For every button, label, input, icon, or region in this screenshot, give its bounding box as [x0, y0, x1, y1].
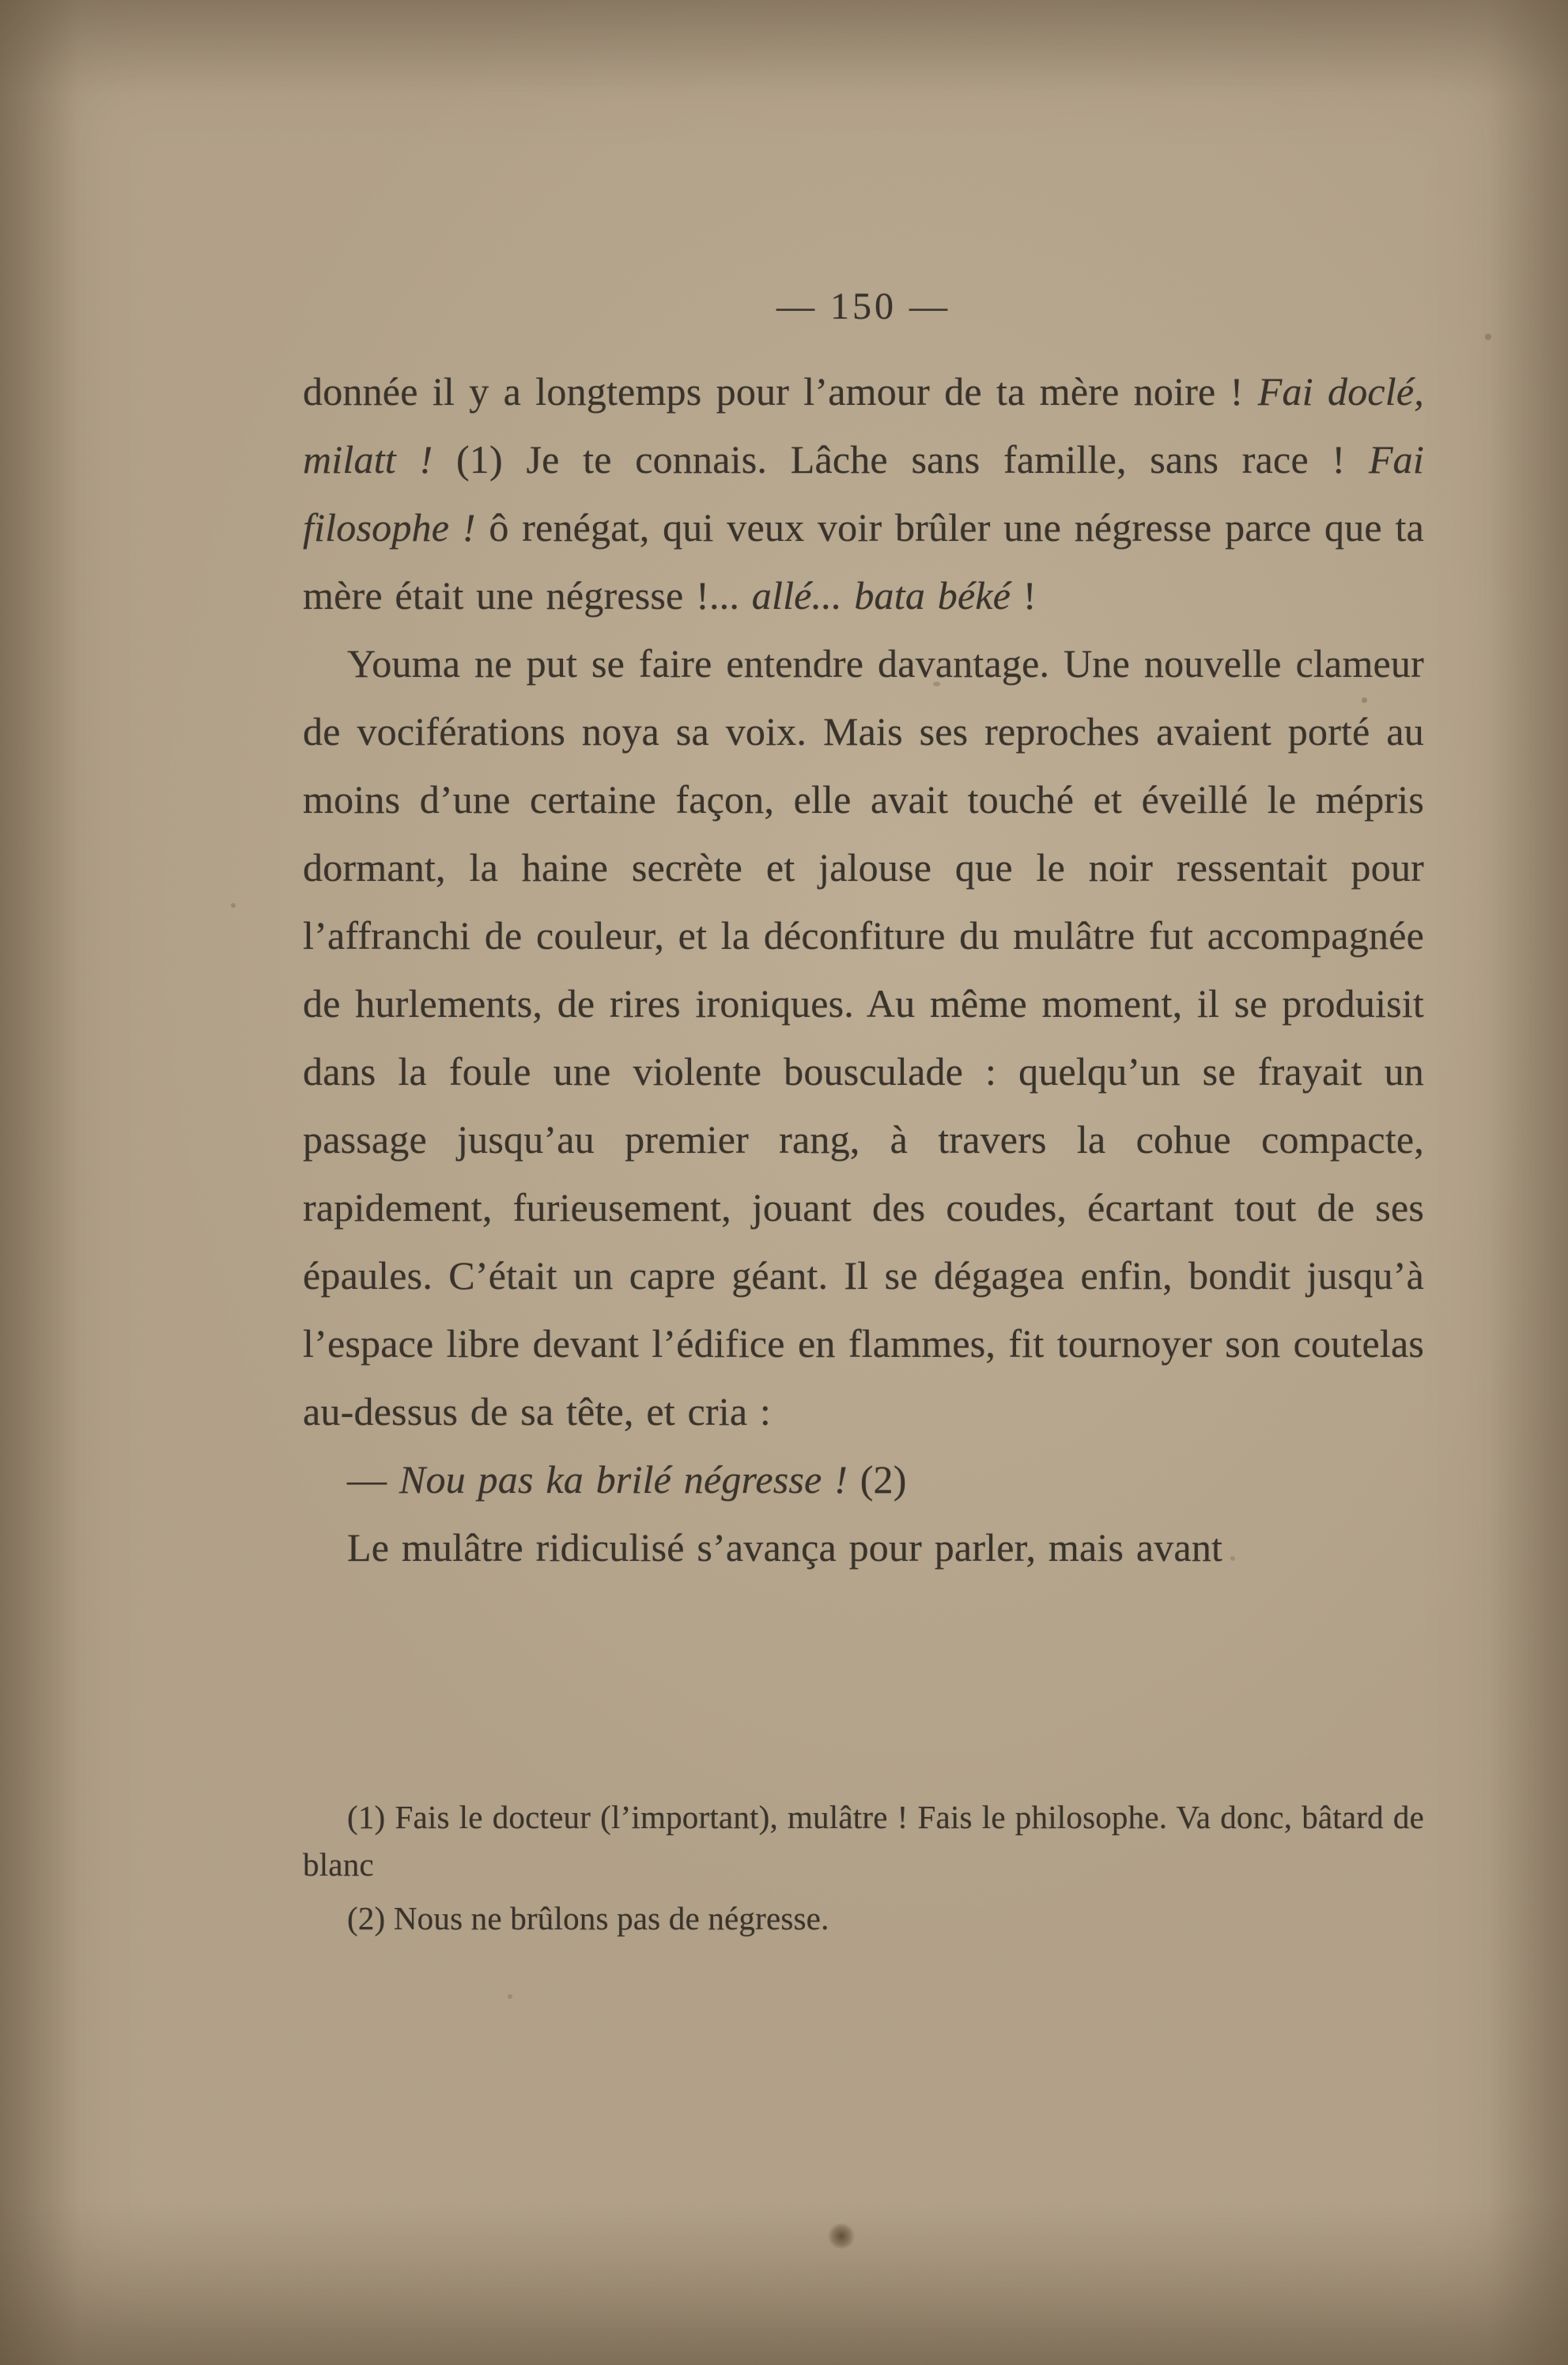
- text-segment: donnée il y a longtemps pour l’amour de ta mère noire !: [303, 369, 1258, 414]
- paper-speck: [508, 1994, 512, 1999]
- paragraph-youma: [303, 629, 1424, 1445]
- paper-speck: [1485, 334, 1491, 340]
- text-segment: (1) Je te connais. Lâche sans famille, sans race !: [433, 437, 1369, 482]
- paragraph-opening: [303, 357, 1424, 629]
- footnote: (1) Fais le docteur (l’important), mulâtre ! Fais le philosophe. Va donc, bâtard de blanc: [303, 1799, 1424, 1883]
- footnotes: [303, 1793, 1424, 1942]
- paper-speck: [231, 903, 236, 908]
- italic-text-segment: Nou pas ka brilé négresse !: [399, 1457, 848, 1502]
- italic-text-segment: allé... bata béké: [751, 573, 1011, 618]
- text-segment: !: [1011, 573, 1037, 618]
- text-segment: (2): [848, 1457, 907, 1502]
- body-text: [303, 357, 1424, 1581]
- footnote: (2) Nous ne brûlons pas de négresse.: [347, 1900, 829, 1936]
- text-segment: ô renégat, qui veux voir brûler une négresse parce que ta mère était une négresse !...: [303, 505, 1424, 618]
- paragraph-closing: [303, 1513, 1424, 1581]
- text-segment: Le mulâtre ridiculisé s’avança pour parler, mais avant: [347, 1525, 1223, 1570]
- paper-stain: [827, 2223, 856, 2249]
- paragraph-dialogue: [303, 1445, 1424, 1513]
- italic-text-segment: Fai filosophe !: [303, 437, 1424, 550]
- page-number: — 150 —: [776, 285, 950, 327]
- text-segment: Youma ne put se faire entendre davantage. Une nouvelle clameur de vociférations noya sa voix. Mais ses reproches avaient porté au moins d’une certaine façon, elle avait touché et éveillé le mépris dormant, la haine secrète et jalouse que le noir ressentait pour l’affranchi de couleur, et la déconfiture du mulâtre fut accompagnée de hurlements, de rires ironiques. Au même moment, il se produisit dans la foule une violente bousculade : quelqu’un se frayait un passage jusqu’au premier rang, à travers la cohue compacte, rapidement, furieusement, jouant des coudes, écartant tout de ses épaules. C’était un capre géant. Il se dégagea enfin, bondit jusqu’à l’espace libre devant l’édifice en flammes, fit tournoyer son coutelas au-dessus de sa tête, et cria :: [303, 641, 1424, 1434]
- text-segment: —: [347, 1457, 399, 1502]
- italic-text-segment: Fai doclé, milatt !: [303, 369, 1424, 482]
